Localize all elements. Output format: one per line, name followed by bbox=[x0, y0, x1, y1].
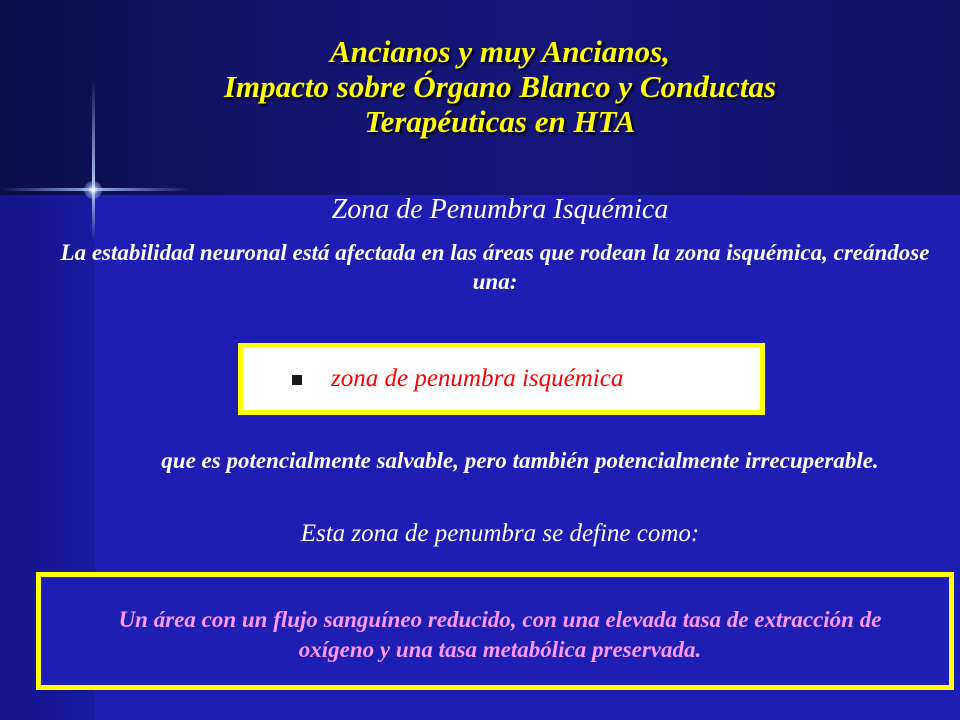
title-line-1: Ancianos y muy Ancianos, bbox=[330, 34, 670, 69]
highlight-bullet-text: zona de penumbra isquémica bbox=[331, 365, 624, 392]
title-line-3: Terapéuticas en HTA bbox=[364, 104, 636, 139]
square-bullet-icon bbox=[292, 375, 302, 385]
definition-text: Un área con un flujo sanguíneo reducido, con una elevada tasa de extracción de oxígeno y una tasa metabólica preservada. bbox=[118, 607, 882, 662]
intro-paragraph: La estabilidad neuronal está afectada en las áreas que rodean la zona isquémica, creándose una: bbox=[60, 240, 930, 294]
highlight-box bbox=[238, 343, 765, 415]
salvable-paragraph: que es potencialmente salvable, pero también potencialmente irrecuperable. bbox=[161, 448, 879, 473]
definition-intro: Esta zona de penumbra se define como: bbox=[300, 520, 700, 547]
slide-title bbox=[150, 34, 850, 139]
slide-subtitle: Zona de Penumbra Isquémica bbox=[331, 194, 669, 225]
title-line-2: Impacto sobre Órgano Blanco y Conductas bbox=[223, 69, 777, 104]
definition-box bbox=[36, 572, 954, 690]
